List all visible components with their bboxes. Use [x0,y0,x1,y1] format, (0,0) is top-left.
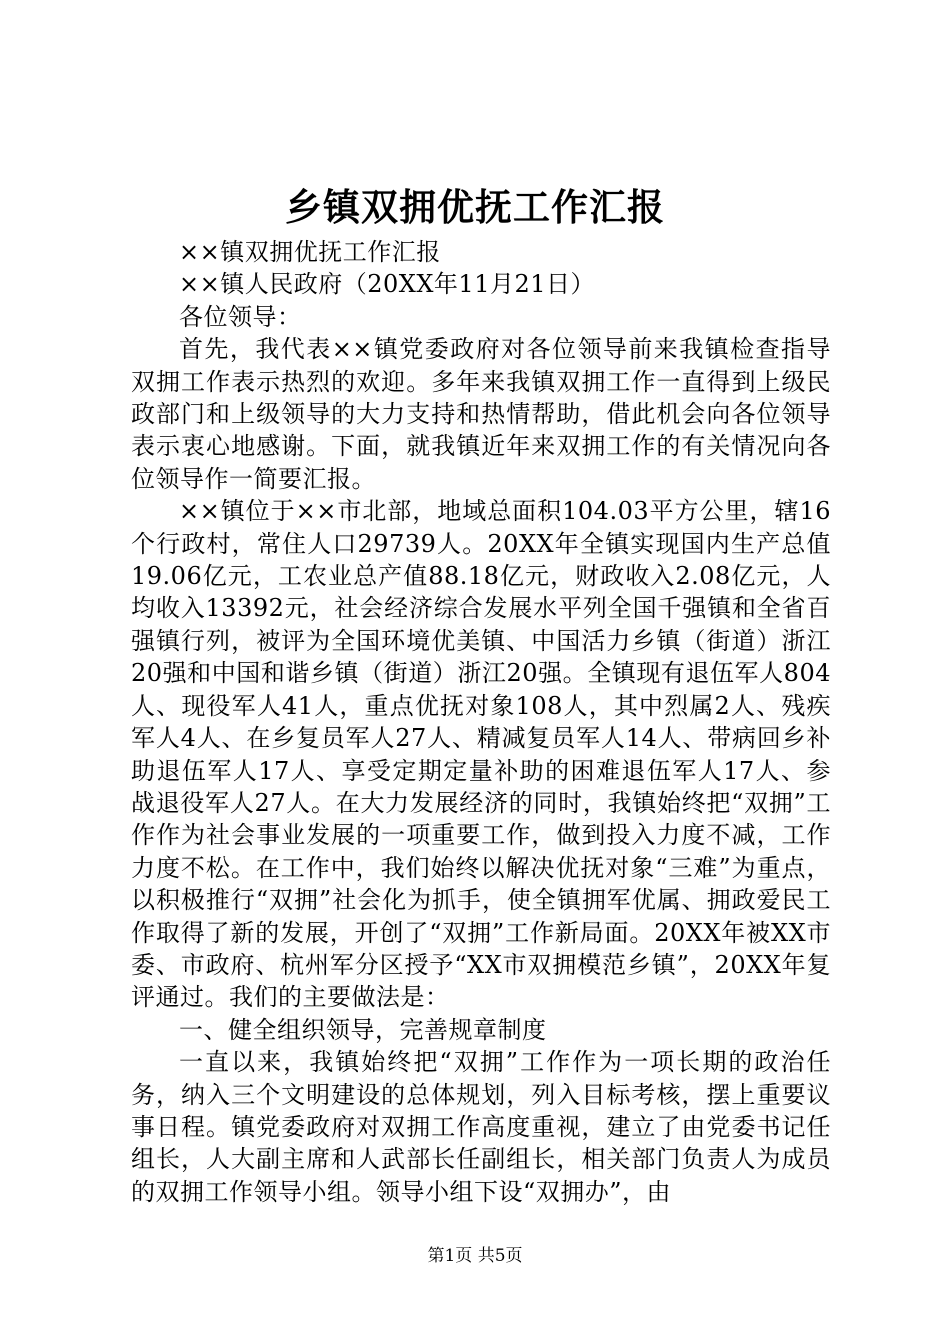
paragraph-intro: 首先，我代表××镇党委政府对各位领导前来我镇检查指导双拥工作表示热烈的欢迎。多年来我镇双拥工作一直得到上级民政部门和上级领导的大力支持和热情帮助，借此机会向各位领导表示衷心地感谢。下面，就我镇近年来双拥工作的有关情况向各位领导作一简要汇报。 [131,335,831,493]
paragraph-section-one: 一直以来，我镇始终把“双拥”工作作为一项长期的政治任务，纳入三个文明建设的总体规划，列入目标考核，摆上重要议事日程。镇党委政府对双拥工作高度重视，建立了由党委书记任组长，人大副主席和人武部长任副组长，相关部门负责人为成员的双拥工作领导小组。领导小组下设“双拥办”，由 [131,1048,831,1206]
document-title: 乡镇双拥优抚工作汇报 [285,185,665,229]
paragraph-issuer-line: ××镇人民政府（20XX年11月21日） [179,270,596,299]
paragraph-salutation: 各位领导： [179,302,302,331]
paragraph-overview: ××镇位于××市北部，地域总面积104.03平方公里，辖16个行政村，常住人口29739人。20XX年全镇实现国内生产总值19.06亿元，工农业总产值88.18亿元，财政收入2.08亿元，人均收入13392元，社会经济综合发展水平列全国千强镇和全省百强镇行列，被评为全国环境优美镇、中国活力乡镇（街道）浙江20强和中国和谐乡镇（街道）浙江20强。全镇现有退伍军人804人、现役军人41人，重点优抚对象108人，其中烈属2人、残疾军人4人、在乡复员军人27人、精减复员军人14人、带病回乡补助退伍军人17人、享受定期定量补助的困难退伍军人17人、参战退役军人27人。在大力发展经济的同时，我镇始终把“双拥”工作作为社会事业发展的一项重要工作，做到投入力度不减，工作力度不松。在工作中，我们始终以解决优抚对象“三难”为重点，以积极推行“双拥”社会化为抓手，使全镇拥军优属、拥政爱民工作取得了新的发展，开创了“双拥”工作新局面。20XX年被XX市委、市政府、杭州军分区授予“XX市双拥模范乡镇”，20XX年复评通过。我们的主要做法是： [131,497,831,1012]
page-footer: 第1页 共5页 [427,1246,523,1266]
section-heading: 一、健全组织领导，完善规章制度 [179,1015,547,1044]
paragraph-heading-line: ××镇双拥优抚工作汇报 [179,238,441,266]
document-body [131,236,831,1208]
